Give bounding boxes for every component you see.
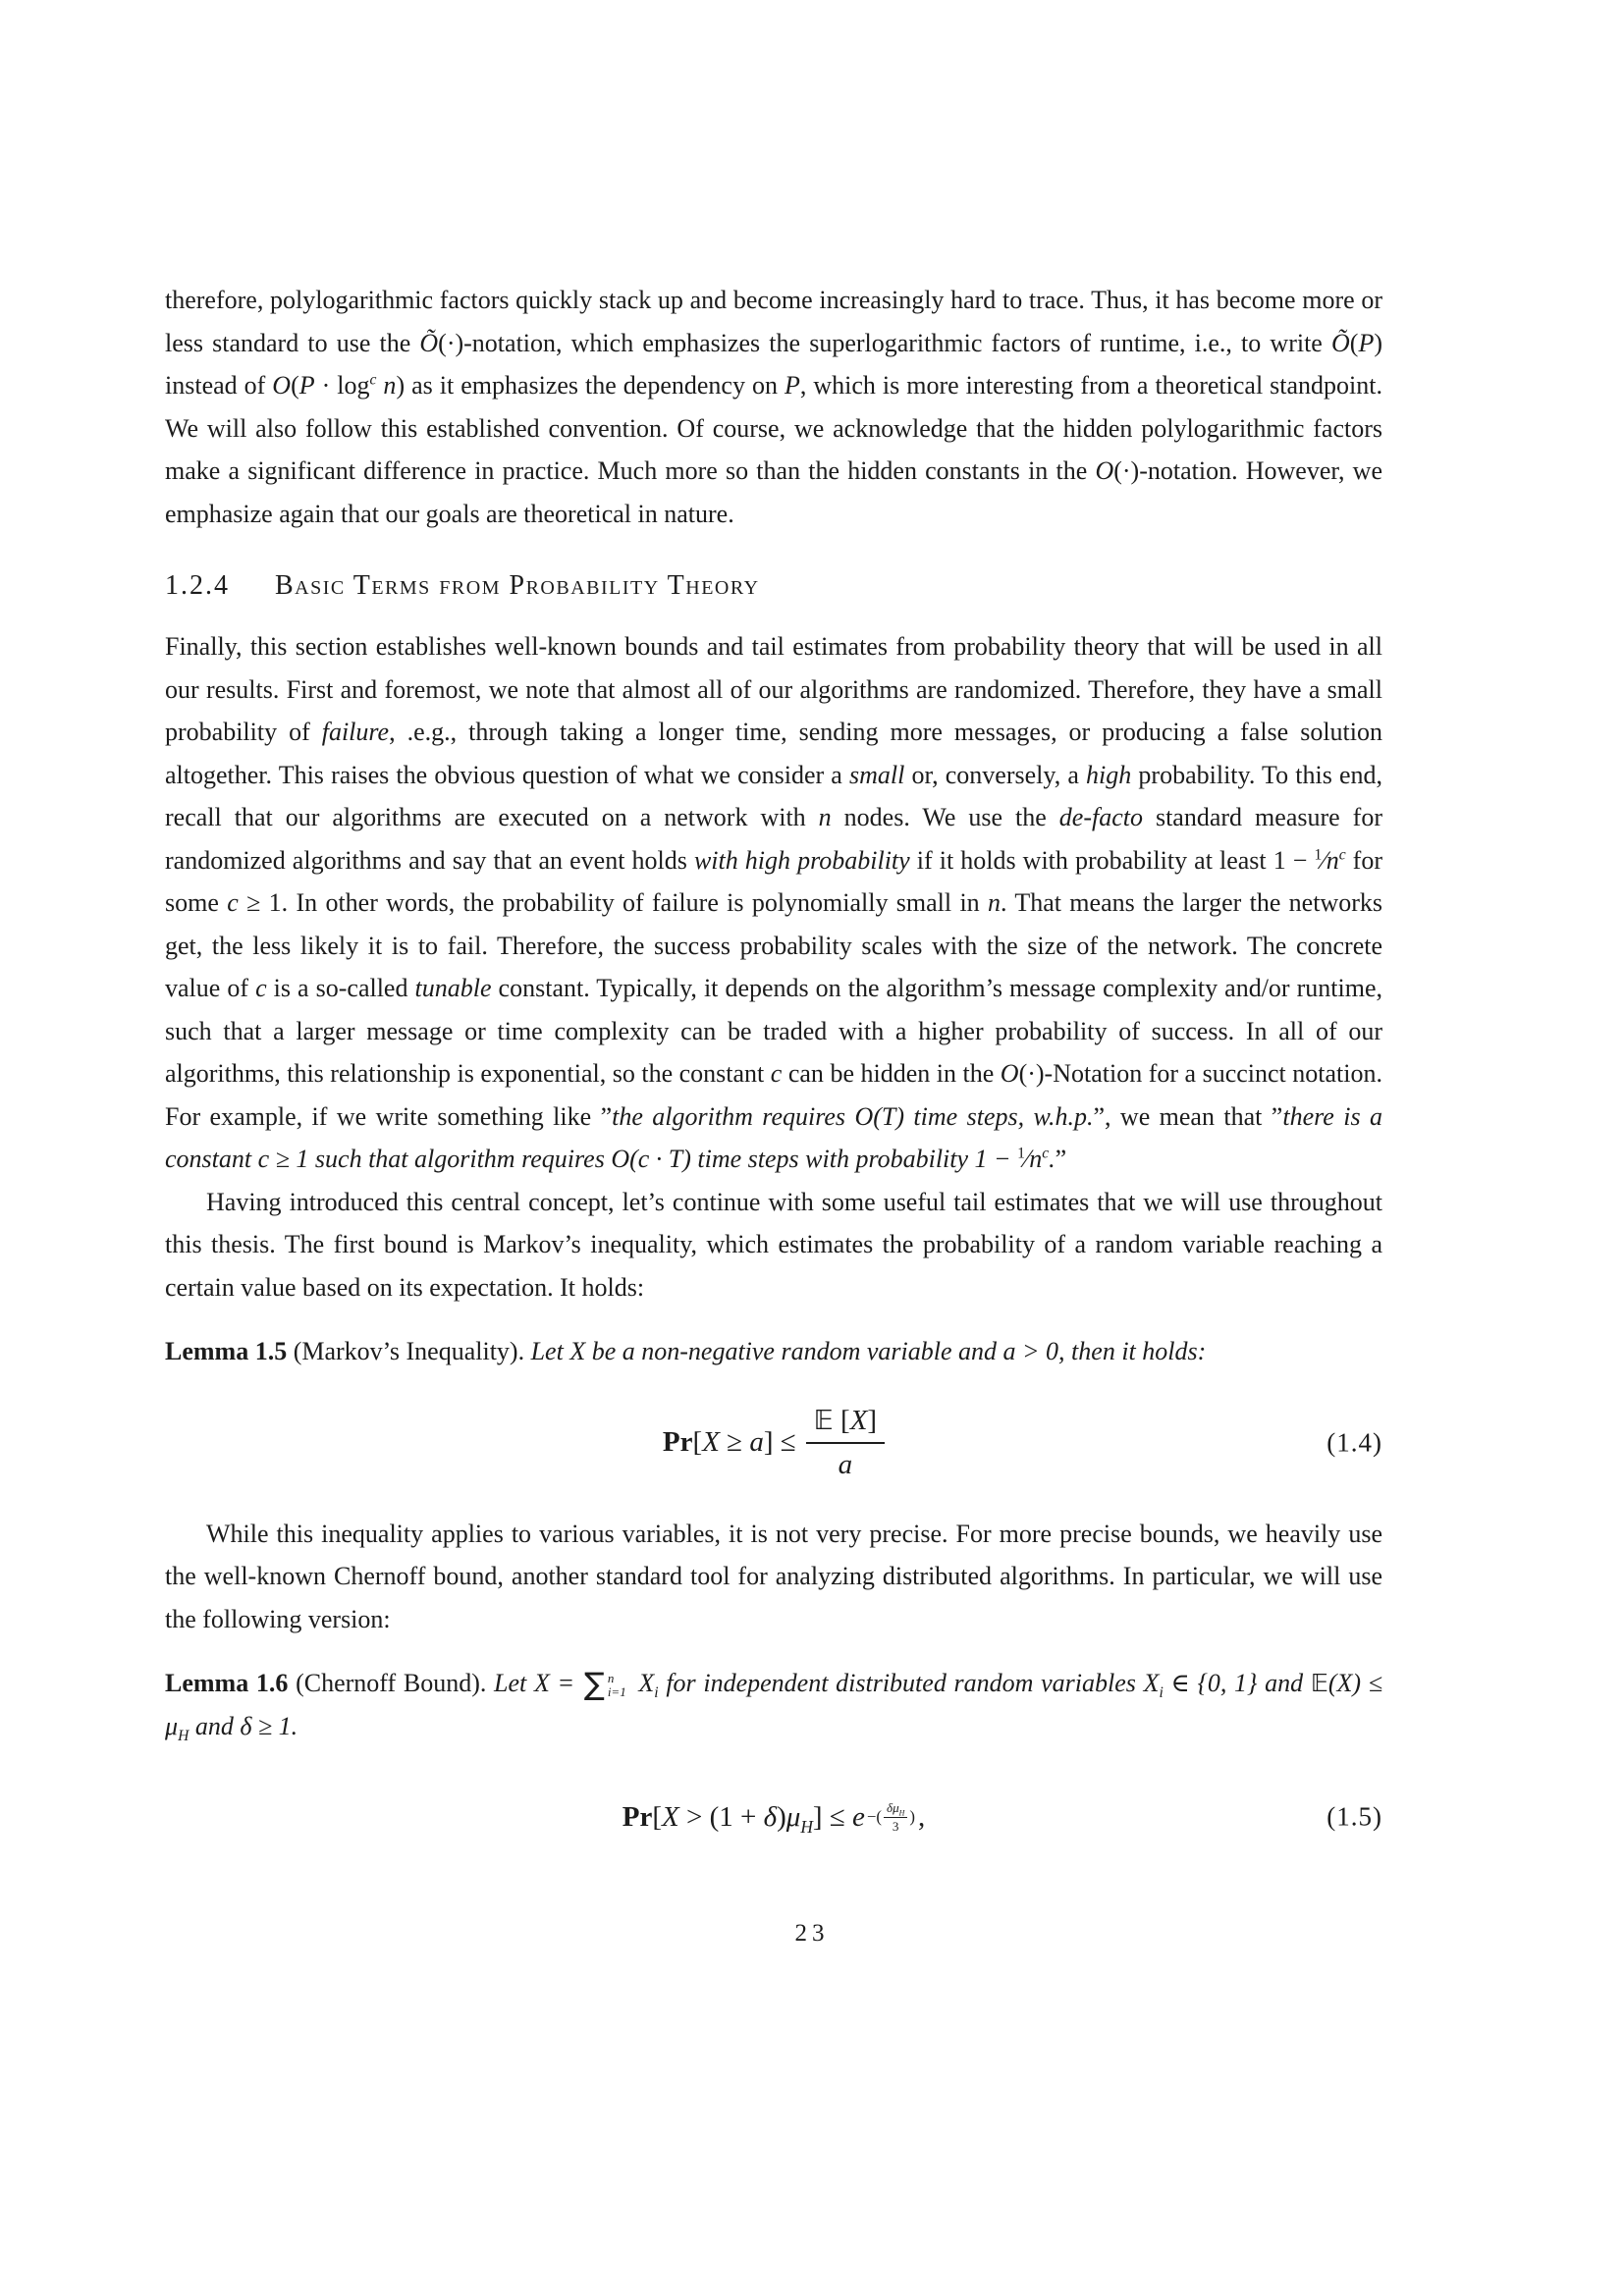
text-segment: Pr bbox=[622, 1800, 653, 1833]
text-segment: Õ bbox=[419, 328, 439, 357]
text-segment: δ bbox=[763, 1800, 778, 1833]
text-segment: ) instead of bbox=[165, 328, 1382, 400]
text-segment: Let X be a non-negative random variable and a > 0, then it holds: bbox=[530, 1337, 1207, 1365]
text-segment: P bbox=[298, 371, 315, 400]
text-segment: n bbox=[1326, 845, 1339, 875]
text-segment: n bbox=[988, 888, 1001, 917]
summation bbox=[583, 1667, 626, 1703]
text-segment: with high probability bbox=[693, 845, 910, 875]
text-segment: the algorithm requires O(T) time steps, w.h.p. bbox=[612, 1101, 1094, 1131]
equation-number: (1.5) bbox=[1326, 1801, 1382, 1832]
paragraph-probability-terms bbox=[165, 625, 1382, 1181]
text-segment: δμ bbox=[886, 1800, 899, 1816]
section-title: Basic Terms from Probability Theory bbox=[275, 570, 760, 601]
text-segment: 1 bbox=[1314, 845, 1323, 863]
text-segment: H bbox=[898, 1809, 905, 1819]
exponent-fraction-denominator: 3 bbox=[892, 1818, 899, 1834]
text-segment: n bbox=[818, 803, 832, 831]
paragraph-chernoff-intro bbox=[165, 1513, 1382, 1641]
equation-1-5-body bbox=[622, 1800, 926, 1837]
text-segment: de-facto bbox=[1058, 803, 1143, 831]
section-number: 1.2.4 bbox=[165, 570, 230, 601]
section-heading bbox=[165, 570, 1382, 602]
text-segment: i bbox=[654, 1684, 659, 1702]
text-segment: ) as it emphasizes the dependency on bbox=[396, 371, 785, 400]
text-segment: X bbox=[662, 1800, 679, 1833]
text-segment: O bbox=[1000, 1059, 1019, 1088]
text-segment: [ bbox=[652, 1800, 663, 1833]
text-segment: high bbox=[1086, 760, 1132, 789]
text-segment: for independent distributed random variables X bbox=[658, 1669, 1160, 1697]
page-content bbox=[165, 279, 1382, 1887]
text-segment: [ bbox=[692, 1426, 703, 1458]
text-segment: ≥ 1. In other words, the probability of failure is polynomially small in bbox=[238, 888, 988, 917]
equation-1-5 bbox=[165, 1773, 1382, 1861]
text-segment: and δ ≥ 1. bbox=[189, 1711, 298, 1740]
page-number: 23 bbox=[794, 1920, 830, 1947]
text-segment: nodes. We use the bbox=[831, 803, 1059, 831]
text-segment: a bbox=[749, 1426, 764, 1458]
lemma-1-6-head bbox=[165, 1669, 582, 1697]
text-segment: Pr bbox=[662, 1426, 693, 1458]
text-segment: c bbox=[255, 974, 267, 1002]
text-segment: 𝔼 bbox=[813, 1405, 834, 1437]
text-segment: i bbox=[1159, 1684, 1164, 1702]
lemma-1-6-chernoff bbox=[165, 1662, 1382, 1747]
text-segment: or, conversely, a bbox=[904, 760, 1087, 789]
summation-upper-limit: n bbox=[607, 1670, 615, 1685]
text-segment: Having introduced this central concept, let’s continue with some useful tail estimates that we will use throughout this thesis. The first bound is Markov’s inequality, which estimates the probability of a random variable reaching a certain value based on its expectation. It holds: bbox=[165, 1187, 1382, 1302]
text-segment: (·)-notation. However, we emphasize again that our goals are theoretical in nature. bbox=[165, 456, 1382, 528]
text-segment: constant. Typically, it depends on the algorithm’s message complexity and/or runtime, such that a larger message or time complexity can be traded with a higher probability of success. In all of our algorithms, this relationship is exponential, so the constant bbox=[165, 974, 1382, 1088]
equation-1-4-body bbox=[663, 1403, 885, 1482]
text-segment: is a so-called bbox=[266, 974, 415, 1002]
equation-number: (1.4) bbox=[1326, 1427, 1382, 1457]
text-segment: e bbox=[852, 1800, 865, 1833]
text-segment: While this inequality applies to various variables, it is not very precise. For more precise bounds, we heavily use the well-known Chernoff bound, another standard tool for analyzing distributed algorithms. In particular, we will use the following version: bbox=[165, 1519, 1382, 1633]
text-segment: (·)-Notation for a succinct notation. For example, if we write something like ” bbox=[165, 1059, 1383, 1131]
text-segment: c bbox=[227, 888, 239, 917]
equation-1-4-lhs bbox=[663, 1426, 796, 1459]
text-segment: . That means the larger the networks get, the less likely it is to fail. Therefore, the success probability scales with the size of the network. The concrete value of bbox=[165, 888, 1382, 1002]
text-segment: . bbox=[1049, 1145, 1056, 1173]
text-segment: Let X = bbox=[494, 1669, 582, 1697]
text-segment: · log bbox=[314, 371, 370, 400]
text-segment: ( bbox=[291, 371, 299, 400]
lemma-1-5-markov bbox=[165, 1330, 1382, 1373]
text-segment: c bbox=[770, 1059, 783, 1088]
text-segment: (·)-notation, which emphasizes the superlogarithmic factors of runtime, i.e., to write bbox=[438, 328, 1331, 357]
text-segment: ] ≤ bbox=[812, 1800, 852, 1833]
text-segment: 1 bbox=[1017, 1145, 1025, 1162]
fraction-denominator: a bbox=[838, 1448, 853, 1480]
text-segment: tunable bbox=[414, 974, 492, 1002]
text-segment: n bbox=[376, 371, 397, 400]
text-segment: > (1 + bbox=[678, 1800, 764, 1833]
paragraph-runtime-notation bbox=[165, 279, 1382, 535]
text-segment: H bbox=[178, 1727, 189, 1744]
text-segment: P bbox=[1358, 328, 1375, 357]
exponent: −( $\delta\mu_H$ 3 ) bbox=[866, 1800, 915, 1834]
text-segment: Lemma 1.5 bbox=[165, 1337, 288, 1365]
text-segment: H bbox=[800, 1816, 813, 1837]
text-segment: ∈ {0, 1} and bbox=[1163, 1669, 1311, 1697]
text-segment: 𝔼 bbox=[1310, 1669, 1328, 1697]
text-segment: ) bbox=[777, 1800, 786, 1833]
text-segment: c bbox=[1338, 845, 1346, 863]
equation-1-4 bbox=[165, 1399, 1382, 1487]
text-segment: X bbox=[849, 1405, 868, 1437]
text-segment: c bbox=[1042, 1145, 1050, 1162]
text-segment: there is a constant c ≥ 1 such that algorithm requires O(c · T) time steps with probability 1 − bbox=[165, 1101, 1382, 1173]
text-segment: [ bbox=[833, 1405, 850, 1437]
text-segment: (Markov’s Inequality). bbox=[287, 1337, 531, 1365]
text-segment: X bbox=[702, 1426, 720, 1458]
summation-lower-limit: i=1 bbox=[607, 1684, 626, 1700]
text-segment: ≥ bbox=[719, 1426, 750, 1458]
text-segment: probability. To this end, recall that our algorithms are executed on a network with bbox=[165, 760, 1382, 831]
text-segment: (X) ≤ μ bbox=[165, 1669, 1383, 1740]
text-segment: standard measure for randomized algorithms and say that an event holds bbox=[165, 803, 1382, 875]
fraction bbox=[806, 1403, 885, 1482]
text-segment: therefore, polylogarithmic factors quickly stack up and become increasingly hard to trace. Thus, it has become more or less standard to use the bbox=[165, 286, 1382, 357]
sigma-symbol: ∑ bbox=[583, 1667, 605, 1703]
text-segment: if it holds with probability at least 1 − bbox=[909, 845, 1315, 875]
paragraph-tail-estimates-intro bbox=[165, 1181, 1382, 1309]
text-segment: ⁄n bbox=[1024, 1145, 1043, 1173]
equation-trailing-comma: , bbox=[917, 1800, 926, 1833]
text-segment: ”, we mean that ” bbox=[1093, 1101, 1283, 1131]
text-segment: P bbox=[784, 371, 800, 400]
summation-limits bbox=[608, 1672, 626, 1700]
text-segment: μ bbox=[785, 1800, 801, 1833]
text-segment: Õ bbox=[1330, 328, 1350, 357]
text-segment: Lemma 1.6 bbox=[165, 1669, 289, 1697]
text-segment: failure bbox=[321, 718, 390, 746]
text-segment: ] bbox=[867, 1405, 878, 1437]
equation-1-5-lhs bbox=[622, 1800, 865, 1837]
exponent-fraction bbox=[884, 1800, 907, 1833]
text-segment: , .e.g., through taking a longer time, sending more messages, or producing a false solution altogether. This raises the obvious question of what we consider a bbox=[165, 718, 1382, 789]
exponent-fraction-numerator bbox=[884, 1800, 907, 1817]
text-segment: O bbox=[1095, 456, 1114, 485]
text-segment: (Chernoff Bound). bbox=[288, 1669, 495, 1697]
text-segment: c bbox=[369, 371, 377, 389]
text-segment: X bbox=[630, 1669, 655, 1697]
text-segment: Finally, this section establishes well-known bounds and tail estimates from probability theory that will be used in all our results. First and foremost, we note that almost all of our algorithms are randomized. Therefore, they have a small probability of bbox=[165, 632, 1382, 746]
text-segment: ( bbox=[1349, 328, 1359, 357]
text-segment: ] ≤ bbox=[763, 1426, 796, 1458]
fraction-numerator bbox=[806, 1403, 885, 1443]
text-segment: for some bbox=[165, 845, 1383, 917]
text-segment: O bbox=[272, 371, 292, 400]
text-segment: ⁄ bbox=[1322, 845, 1326, 875]
text-segment: , which is more interesting from a theoretical standpoint. We will also follow this established convention. Of course, we acknowledge that the hidden polylogarithmic factors make a significant difference in practice. Much more so than the hidden constants in the bbox=[165, 371, 1382, 485]
text-segment: can be hidden in the bbox=[782, 1059, 1001, 1088]
text-segment: small bbox=[849, 760, 905, 789]
text-segment: ” bbox=[1055, 1145, 1067, 1173]
